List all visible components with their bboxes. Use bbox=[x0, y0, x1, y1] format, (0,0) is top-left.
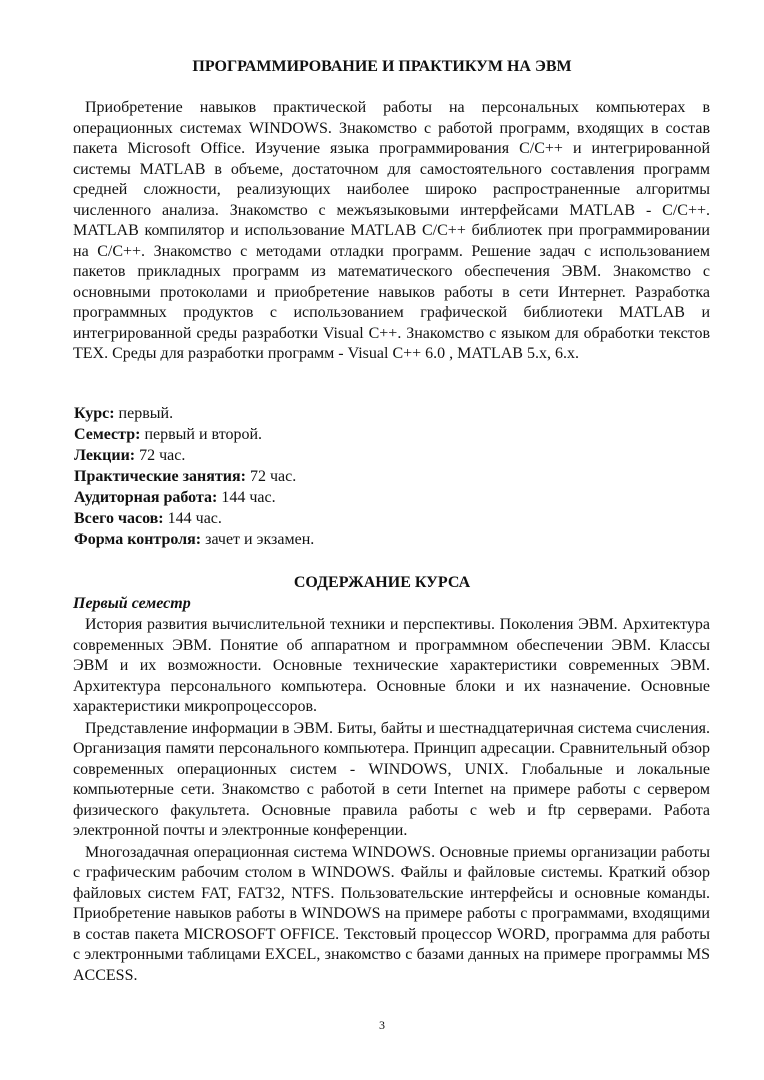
section-heading: СОДЕРЖАНИЕ КУРСА bbox=[293, 574, 471, 591]
course-info-row bbox=[74, 466, 314, 487]
content-paragraph: Многозадачная операционная система WINDOWS. Основные приемы организации работы с графическим рабочим столом в WINDOWS. Файлы и файловые системы. Краткий обзор файловых систем FAT, FAT32, NTFS. Пользовательские интерфейсы и основные команды. Приобретение навыков работы в WINDOWS на примере работы с программами, входящими в состав пакета MICROSOFT OFFICE. Текстовый процессор WORD, программа для работы с электронными таблицами EXCEL, знакомство с базами данных на примере программы MS ACCESS. bbox=[73, 843, 710, 984]
intro-section bbox=[73, 98, 710, 365]
course-info-value: зачет и экзамен. bbox=[201, 531, 315, 548]
course-info-label: Форма контроля: bbox=[74, 531, 202, 548]
course-info-label: Всего часов: bbox=[74, 510, 164, 527]
course-info-value: 72 час. bbox=[245, 468, 297, 485]
page-number: 3 bbox=[379, 1018, 385, 1032]
course-info-row bbox=[74, 529, 314, 550]
course-info-value: 144 час. bbox=[217, 489, 276, 506]
course-info-label: Лекции: bbox=[74, 447, 136, 464]
course-info bbox=[74, 403, 314, 550]
course-info-label: Семестр: bbox=[74, 426, 141, 443]
course-info-value: первый и второй. bbox=[140, 426, 263, 443]
page-title: ПРОГРАММИРОВАНИЕ И ПРАКТИКУМ НА ЭВМ bbox=[192, 58, 572, 75]
course-info-value: 72 час. bbox=[135, 447, 186, 464]
course-info-label: Курс: bbox=[74, 405, 115, 422]
intro-paragraph: Приобретение навыков практической работы на персональных компьютерах в операционных системах WINDOWS. Знакомство с работой программ, входящих в состав пакета Microsoft Office. Изучение языка программирования С/С++ и интегрированной системы MATLAB в объеме, достаточном для самостоятельного составления программ средней сложности, реализующих наиболее широко распространенные алгоритмы численного анализа. Знакомство с межъязыковыми интерфейсами MATLAB - С/С++. MATLAB компилятор и использование MATLAB С/С++ библиотек при программировании на С/С++. Знакомство с методами отладки программ. Решение задач с использованием пакетов прикладных программ из математического обеспечения ЭВМ. Знакомство с основными протоколами и приобретение навыков работы в сети Интернет. Разработка программных продуктов с использованием графической библиотеки MATLAB и интегрированной среды разработки Visual C++. Знакомство с языком для обработки текстов TEX. Среды для разработки программ - Visual C++ 6.0 , MATLAB 5.x, 6.x. bbox=[73, 99, 710, 362]
course-info-row bbox=[74, 403, 314, 424]
course-info-value: 144 час. bbox=[163, 510, 222, 527]
course-content bbox=[73, 615, 710, 987]
semester-heading: Первый семестр bbox=[73, 595, 191, 612]
content-paragraph: Представление информации в ЭВМ. Биты, байты и шестнадцатеричная система счисления. Организация памяти персонального компьютера. Принцип адресации. Сравнительный обзор современных операционных систем - WINDOWS, UNIX. Глобальные и локальные компьютерные сети. Знакомство с работой в сети Internet на примере работы с сервером физического факультета. Основные правила работы с web и ftp серверами. Работа электронной почты и электронные конференции. bbox=[73, 719, 710, 839]
content-paragraph: История развития вычислительной техники и перспективы. Поколения ЭВМ. Архитектура современных ЭВМ. Понятие об аппаратном и программном обеспечении ЭВМ. Классы ЭВМ и их возможности. Основные технические характеристики современных ЭВМ. Архитектура персонального компьютера. Основные блоки и их назначение. Основные характеристики микропроцессоров. bbox=[73, 616, 710, 715]
course-info-row bbox=[74, 508, 314, 529]
course-info-label: Аудиторная работа: bbox=[74, 489, 218, 506]
course-info-label: Практические занятия: bbox=[74, 468, 246, 485]
course-info-value: первый. bbox=[114, 405, 174, 422]
course-info-row bbox=[74, 445, 314, 466]
course-info-row bbox=[74, 487, 314, 508]
course-info-row bbox=[74, 424, 314, 445]
